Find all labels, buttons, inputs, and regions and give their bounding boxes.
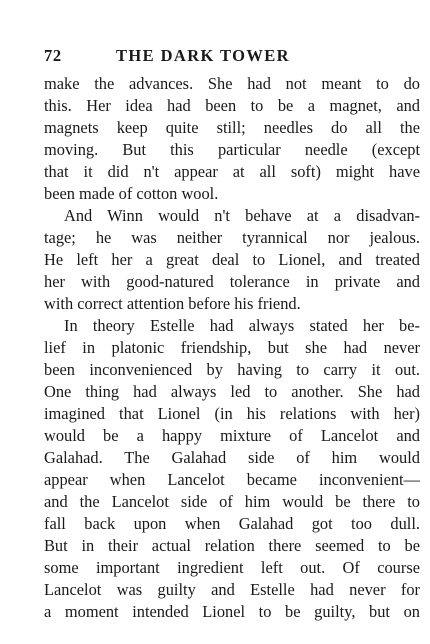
text-line: would be a happy mixture of Lancelot and — [44, 426, 420, 445]
text-line: with correct attention before his friend. — [44, 294, 301, 313]
running-title: THE DARK TOWER — [116, 46, 290, 65]
body-text — [44, 73, 420, 623]
text-line: fall back upon when Galahad got too dull. — [44, 514, 420, 533]
text-line: a moment intended Lionel to be guilty, but on — [44, 602, 420, 621]
text-line: Lancelot was guilty and Estelle had never for — [44, 580, 420, 599]
text-line: her with good-natured tolerance in private and — [44, 272, 420, 291]
text-line: magnets keep quite still; needles do all the — [44, 118, 420, 137]
text-line: been made of cotton wool. — [44, 184, 219, 203]
text-line: moving. But this particular needle (except — [44, 140, 420, 159]
text-line: imagined that Lionel (in his relations with her) — [44, 404, 420, 423]
text-line: But in their actual relation there seemed to be — [44, 536, 420, 555]
text-line: In theory Estelle had always stated her be- — [64, 316, 420, 335]
text-line: that it did n't appear at all soft) might have — [44, 162, 420, 181]
text-line: Galahad. The Galahad side of him would — [44, 448, 420, 467]
text-line: lief in platonic friendship, but she had never — [44, 338, 420, 357]
text-line: He left her a great deal to Lionel, and treated — [44, 250, 420, 269]
text-line: some important ingredient left out. Of course — [44, 558, 420, 577]
page-number: 72 — [44, 46, 62, 65]
text-line: One thing had always led to another. She had — [44, 382, 420, 401]
text-line: tage; he was neither tyrannical nor jealous. — [44, 228, 420, 247]
text-line: And Winn would n't behave at a disadvan- — [64, 206, 420, 225]
text-line: make the advances. She had not meant to do — [44, 74, 420, 93]
text-line: this. Her idea had been to be a magnet, and — [44, 96, 420, 115]
text-line: and the Lancelot side of him would be there to — [44, 492, 420, 511]
text-line: been inconvenienced by having to carry it out. — [44, 360, 420, 379]
running-head — [44, 46, 364, 70]
text-line: appear when Lancelot became inconvenient— — [44, 470, 420, 489]
